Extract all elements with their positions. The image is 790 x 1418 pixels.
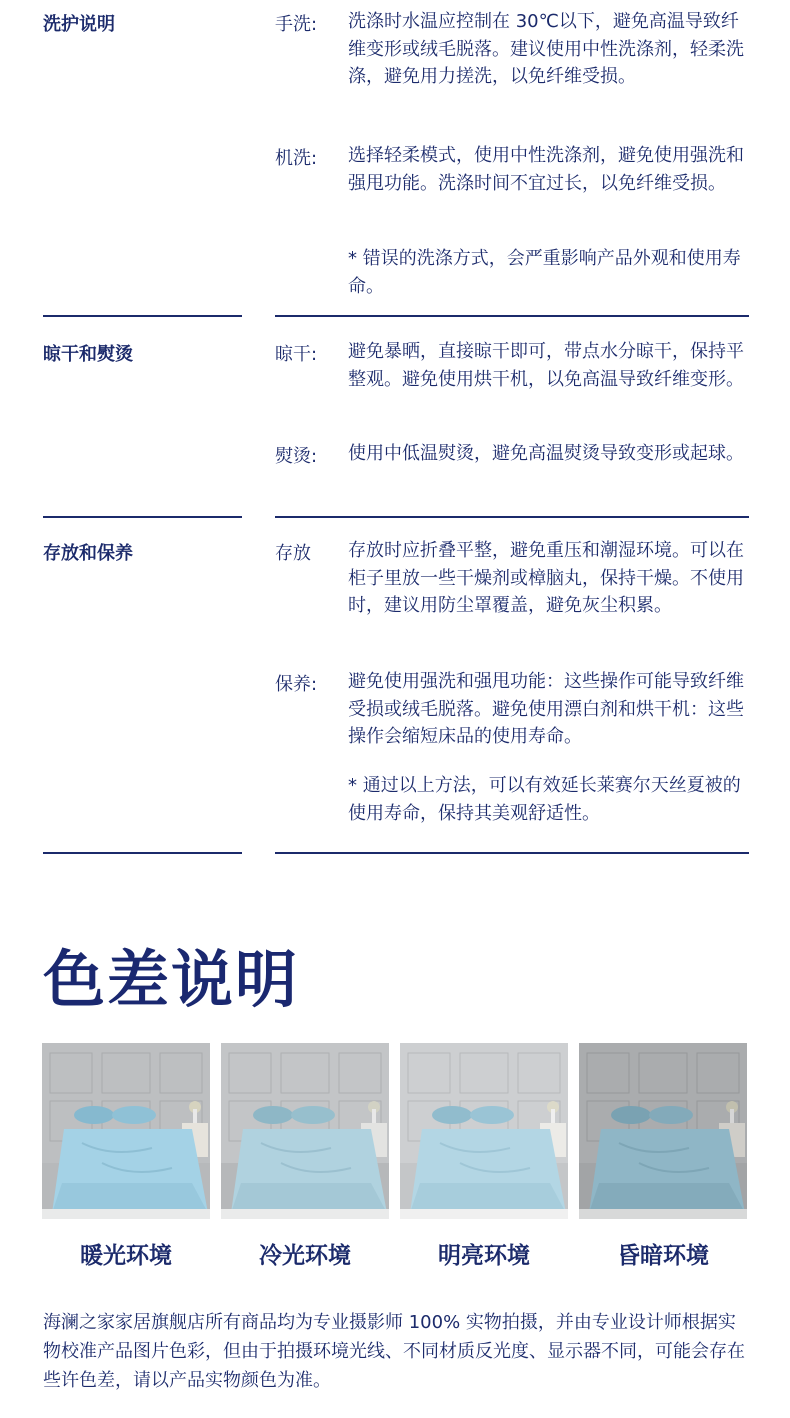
maintain-label: 保养:: [275, 674, 318, 695]
iron-label: 熨烫:: [275, 446, 318, 467]
caption-dim: 昏暗环境: [617, 1243, 709, 1269]
maintain-text: 避免使用强洗和强甩功能：这些操作可能导致纤维受损或绒毛脱落。避免使用漂白剂和烘干机：这些操作会缩短床品的使用寿命。: [348, 671, 744, 747]
store-text: 存放时应折叠平整，避免重压和潮湿环境。可以在柜子里放一些干燥剂或樟脑丸，保持干燥。不使用时，建议用防尘罩覆盖，避免灰尘积累。: [348, 540, 744, 616]
store-label: 存放: [275, 543, 311, 564]
caption-cool: 冷光环境: [259, 1243, 351, 1269]
dry-label: 晾干:: [275, 344, 318, 365]
color-diff-disclaimer: 海澜之家家居旗舰店所有商品均为专业摄影师 100% 实物拍摄，并由专业设计师根据实物校准产品图片色彩，但由于拍摄环境光线、不同材质反光度、显示器不同，可能会存在些许色差，请以产品实物颜色为准。: [43, 1312, 745, 1391]
iron-text: 使用中低温熨烫，避免高温熨烫导致变形或起球。: [348, 443, 744, 464]
section-title-dry: 晾干和熨烫: [43, 344, 133, 365]
hand-wash-text: 洗涤时水温应控制在 30℃以下，避免高温导致纤维变形或绒毛脱落。建议使用中性洗涤剂，轻柔洗涤，避免用力搓洗，以免纤维受损。: [348, 11, 744, 87]
color-diff-title: 色差说明: [43, 943, 300, 1016]
bed-photo-cool: [221, 1043, 389, 1219]
section-title-wash: 洗护说明: [43, 14, 115, 35]
divider: [275, 852, 749, 854]
divider: [275, 516, 749, 518]
divider: [43, 852, 242, 854]
bed-photo-bright: [400, 1043, 568, 1219]
machine-wash-label: 机洗:: [275, 148, 318, 169]
store-note: * 通过以上方法，可以有效延长莱赛尔天丝夏被的使用寿命，保持其美观舒适性。: [348, 775, 741, 824]
divider: [275, 315, 749, 317]
divider: [43, 516, 242, 518]
divider: [43, 315, 242, 317]
hand-wash-label: 手洗:: [275, 14, 318, 35]
wash-note: * 错误的洗涤方式，会严重影响产品外观和使用寿命。: [348, 248, 741, 297]
section-title-store: 存放和保养: [43, 543, 133, 564]
dry-text: 避免暴晒，直接晾干即可，带点水分晾干，保持平整观。避免使用烘干机，以免高温导致纤维变形。: [348, 341, 744, 390]
caption-bright: 明亮环境: [438, 1243, 530, 1269]
bed-photo-warm: [42, 1043, 210, 1219]
caption-warm: 暖光环境: [80, 1243, 172, 1269]
bed-photo-dim: [579, 1043, 747, 1219]
machine-wash-text: 选择轻柔模式，使用中性洗涤剂，避免使用强洗和强甩功能。洗涤时间不宜过长，以免纤维受损。: [348, 145, 744, 194]
